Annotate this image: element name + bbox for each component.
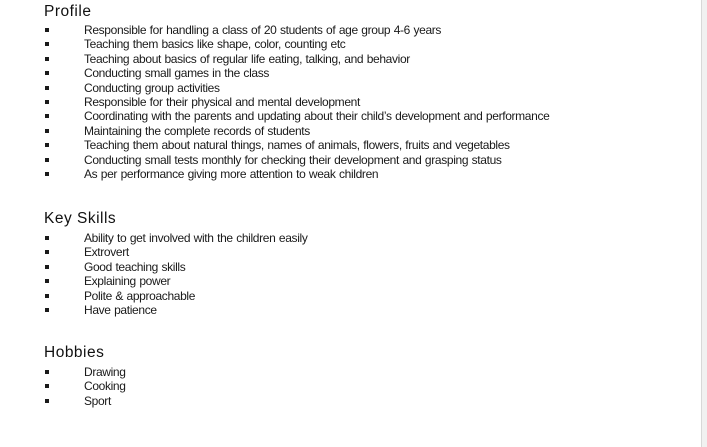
list-item-text: Conducting group activities — [84, 80, 220, 95]
key-skills-heading: Key Skills — [44, 210, 117, 227]
profile-section — [44, 3, 693, 181]
bullet-icon — [45, 370, 49, 374]
list-item — [44, 274, 693, 288]
list-item — [44, 124, 693, 138]
bullet-icon — [45, 172, 49, 176]
list-item-text: Sport — [84, 393, 111, 408]
bullet-icon — [45, 294, 49, 298]
key-skills-section — [44, 210, 693, 317]
list-item-text: As per performance giving more attention to weak children — [84, 166, 379, 181]
list-item — [44, 289, 693, 303]
list-item-text: Conducting small games in the class — [84, 66, 270, 81]
list-item-text: Conducting small tests monthly for checking their development and grasping status — [84, 152, 502, 167]
list-item-text: Ability to get involved with the children easily — [84, 231, 308, 245]
bullet-icon — [45, 236, 49, 240]
list-item — [44, 394, 693, 408]
list-item-text: Responsible for their physical and mental development — [84, 94, 360, 109]
list-item — [44, 245, 693, 259]
bullet-icon — [45, 384, 49, 388]
list-item-text: Teaching about basics of regular life eating, talking, and behavior — [84, 51, 410, 66]
list-item-text: Polite & approachable — [84, 288, 196, 303]
list-item-text: Teaching them about natural things, names of animals, flowers, fruits and vegetables — [84, 138, 510, 153]
list-item-text: Cooking — [84, 379, 126, 394]
profile-list — [44, 23, 693, 181]
list-item-text: Teaching them basics like shape, color, counting etc — [84, 37, 346, 52]
list-item — [44, 365, 693, 379]
hobbies-section — [44, 344, 693, 408]
list-item-text: Coordinating with the parents and updating about their child’s development and performance — [84, 109, 550, 124]
list-item — [44, 81, 693, 95]
list-item-text: Drawing — [84, 365, 126, 379]
bullet-icon — [45, 265, 49, 269]
list-item — [44, 303, 693, 317]
list-item — [44, 23, 693, 37]
list-item — [44, 66, 693, 80]
bullet-icon — [45, 308, 49, 312]
bullet-icon — [45, 250, 49, 254]
list-item-text: Good teaching skills — [84, 259, 186, 274]
bullet-icon — [45, 279, 49, 283]
bullet-icon — [45, 28, 49, 32]
list-item-text: Have patience — [84, 302, 157, 317]
bullet-icon — [45, 100, 49, 104]
bullet-icon — [45, 143, 49, 147]
list-item — [44, 138, 693, 152]
list-item — [44, 95, 693, 109]
profile-heading: Profile — [44, 3, 92, 20]
bullet-icon — [45, 57, 49, 61]
bullet-icon — [45, 158, 49, 162]
list-item — [44, 379, 693, 393]
list-item — [44, 167, 693, 181]
hobbies-heading: Hobbies — [44, 344, 105, 361]
list-item — [44, 153, 693, 167]
list-item — [44, 260, 693, 274]
bullet-icon — [45, 399, 49, 403]
hobbies-list — [44, 365, 693, 408]
bullet-icon — [45, 71, 49, 75]
list-item — [44, 231, 693, 245]
bullet-icon — [45, 129, 49, 133]
list-item-text: Explaining power — [84, 274, 171, 289]
list-item — [44, 52, 693, 66]
list-item — [44, 109, 693, 123]
list-item — [44, 37, 693, 51]
list-item-text: Extrovert — [84, 245, 129, 260]
bullet-icon — [45, 86, 49, 90]
list-item-text: Responsible for handling a class of 20 students of age group 4-6 years — [84, 23, 442, 37]
list-item-text: Maintaining the complete records of students — [84, 123, 310, 138]
bullet-icon — [45, 114, 49, 118]
key-skills-list — [44, 231, 693, 317]
bullet-icon — [45, 42, 49, 46]
